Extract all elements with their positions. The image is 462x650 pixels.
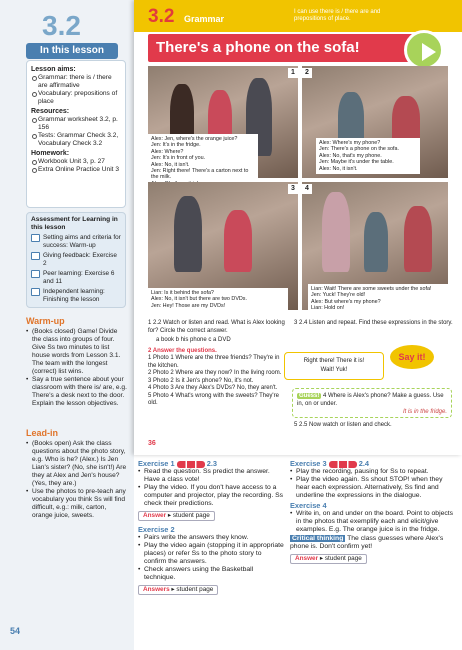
lesson-title: There's a phone on the sofa!: [148, 34, 418, 62]
exercise-2-step: • Play the video again (stopping it in appropriate places) or refer Ss to the photo story to confirm the answers.: [138, 542, 284, 566]
guess-tag: Guess!: [299, 393, 320, 399]
photo-number: 4: [302, 184, 312, 194]
answer-link[interactable]: Answer ▸ student page: [290, 554, 367, 564]
homework-item: Workbook Unit 3, p. 27: [31, 158, 121, 166]
exercise-1-step: • Read the question. Ss predict the answer. Have a class vote!: [138, 468, 284, 484]
dialogue-2: Alex: Where's my phone? Jen: There's a phone on the sofa. Alex: No, that's my phone. Jen: Maybe it's under the table. Alex: No, it isn't.: [316, 138, 420, 174]
assessment-box: [26, 212, 126, 308]
play-video-button[interactable]: [404, 30, 444, 70]
task-1-options: a book b his phone c a DVD: [156, 337, 231, 343]
audio-video-icon: [329, 461, 357, 468]
task-2-item: 2 Photo 2 Where are they now? In the living room.: [148, 370, 282, 376]
say-it-badge: Say it!: [390, 345, 434, 369]
task-2-item: 4 Photo 3 Are they Alex's DVDs? No, they aren't.: [148, 385, 278, 391]
warmup-list: [26, 328, 128, 408]
book-page-number: 36: [148, 440, 156, 447]
aim-item: Grammar: there is / there are affirmative: [31, 74, 121, 90]
warmup-item: • Say a true sentence about your classroom with there is/ are, e.g. There's a desk next to the door. Explain the lesson objectives.: [26, 376, 128, 408]
task-3: 3 2.4 Listen and repeat. Find these expressions in the story.: [294, 320, 453, 326]
book-lesson-number: 3.2: [148, 6, 175, 27]
can-do-statement: I can use there is / there are and prepositions of place.: [294, 9, 381, 22]
aims-icon: [31, 234, 40, 242]
exercise-1-step: • Play the video. If you don't have access to a computer and projector, play the recording. Ss check their predictions.: [138, 484, 284, 508]
critical-thinking-tag: Critical thinking: [292, 535, 344, 542]
resource-item: Tests: Grammar Check 3.2, Vocabulary Check 3.2: [31, 132, 121, 148]
task-1: 1 2.2 Watch or listen and read. What is Alex looking for? Circle the correct answer.: [148, 320, 285, 334]
assessment-heading: Assessment for Learning in this lesson: [31, 216, 118, 231]
leadin-list: [26, 440, 128, 520]
lesson-aims-box: [26, 60, 126, 208]
task-2-item: 5 Photo 4 What's wrong with the sweets? They're old.: [148, 392, 279, 406]
photo-number: 1: [288, 68, 298, 78]
assessment-item: Peer learning: Exercise 6 and 11: [31, 270, 121, 286]
book-tasks-left: [148, 320, 288, 408]
lesson-number: 3.2: [42, 10, 81, 41]
notes-column-right: [290, 458, 454, 567]
exercise-4-heading: Exercise 4: [290, 501, 327, 510]
student-book-page: [134, 0, 462, 455]
exercise-3-step: • Play the video again. Ss shout STOP! when they hear each expression. Alternatively, Ss find and underline the expressions in the dialogue.: [290, 476, 454, 500]
answers-link[interactable]: Answers ▸ student page: [138, 585, 218, 595]
assessment-item: Independent learning: Finishing the lesson: [31, 288, 121, 304]
task-4-answer: It is in the fridge.: [402, 409, 447, 415]
answer-link[interactable]: Answer ▸ student page: [138, 511, 215, 521]
leadin-item: • Use the photos to pre-teach any vocabulary you think Ss will find difficult, e.g.: milk, carton, orange juice, sweets.: [26, 488, 128, 520]
task-2: 2 Answer the questions.: [148, 347, 217, 354]
expressions-box: Right there! There it is! Wait! Yuk!: [284, 352, 384, 380]
task-4: 4 Where is Alex's phone? Make a guess. Use in, on or under.: [297, 393, 444, 407]
dialogue-1: Alex: Jen, where's the orange juice? Jen: It's in the fridge. Alex: Where? Jen: It's in front of you. Alex: No, it isn't. Jen: Right there! There's a carton next to the milk.: [148, 134, 258, 178]
exercise-2-heading: Exercise 2: [138, 525, 175, 534]
task-2-item: 1 Photo 1 Where are the three friends? They're in the kitchen.: [148, 355, 280, 369]
notes-column-left: [138, 458, 284, 598]
exercise-3-heading: Exercise 3 2.4: [290, 459, 369, 468]
task-5: 5 2.5 Now watch or listen and check.: [294, 422, 392, 428]
guess-box: [292, 388, 452, 418]
exercise-3-step: • Play the recording, pausing for Ss to repeat.: [290, 468, 454, 476]
aim-item: Vocabulary: prepositions of place: [31, 90, 121, 106]
photo-number: 3: [288, 184, 298, 194]
dialogue-4: Lian: Wait! There are some sweets under the sofa! Jen: Yuck! They're old! Alex: But where's my phone? Lian: Hold on!: [308, 284, 448, 310]
resource-item: Grammar worksheet 3.2, p. 156: [31, 116, 121, 132]
dialogue-3: Lian: Is it behind the sofa? Alex: No, it isn't but there are two DVDs. Jen: Hey! Those are my DVDs!: [148, 288, 288, 310]
independent-learning-icon: [31, 288, 40, 296]
homework-heading: Homework:: [31, 150, 70, 157]
homework-item: Extra Online Practice Unit 3: [31, 166, 121, 174]
feedback-icon: [31, 252, 40, 260]
exercise-2-step: • Pairs write the answers they know.: [138, 534, 284, 542]
book-section: Grammar: [184, 14, 225, 24]
assessment-item: Setting aims and criteria for success: Warm-up: [31, 234, 121, 250]
resources-heading: Resources:: [31, 108, 70, 115]
teacher-sidebar: [0, 0, 134, 650]
page-number: 54: [10, 626, 21, 636]
assessment-item: Giving feedback: Exercise 2: [31, 252, 121, 268]
leadin-item: • (Books open) Ask the class questions about the photo story, e.g. Who is he? (Alex.) Is Jen Lian's sister? (No, she isn't!) Are they at Alex and Jen's house? (Yes, they are.): [26, 440, 128, 488]
exercise-1-heading: Exercise 1 2.3: [138, 459, 217, 468]
leadin-heading: Lead-in: [26, 428, 59, 438]
warmup-heading: Warm-up: [26, 316, 65, 326]
critical-thinking-text: The class guesses where Alex's phone is. Don't confirm yet!: [290, 535, 444, 550]
warmup-item: • (Books closed) Game! Divide the class into groups of four. Give Ss two minutes to list house words from Lesson 3.1. The team with the longest (correct) list wins.: [26, 328, 128, 376]
audio-video-icon: [177, 461, 205, 468]
lesson-banner: In this lesson: [26, 43, 118, 59]
aims-heading: Lesson aims:: [31, 66, 76, 73]
photo-number: 2: [302, 68, 312, 78]
peer-learning-icon: [31, 270, 40, 278]
exercise-4-step: • Write in, on and under on the board. Point to objects in the photos that exemplify each and elicit/give examples. E.g. The orange juice is in the fridge.: [290, 510, 454, 534]
exercise-2-step: • Check answers using the Basketball technique.: [138, 566, 284, 582]
task-2-item: 3 Photo 2 Is it Jen's phone? No, it's not.: [148, 377, 254, 384]
